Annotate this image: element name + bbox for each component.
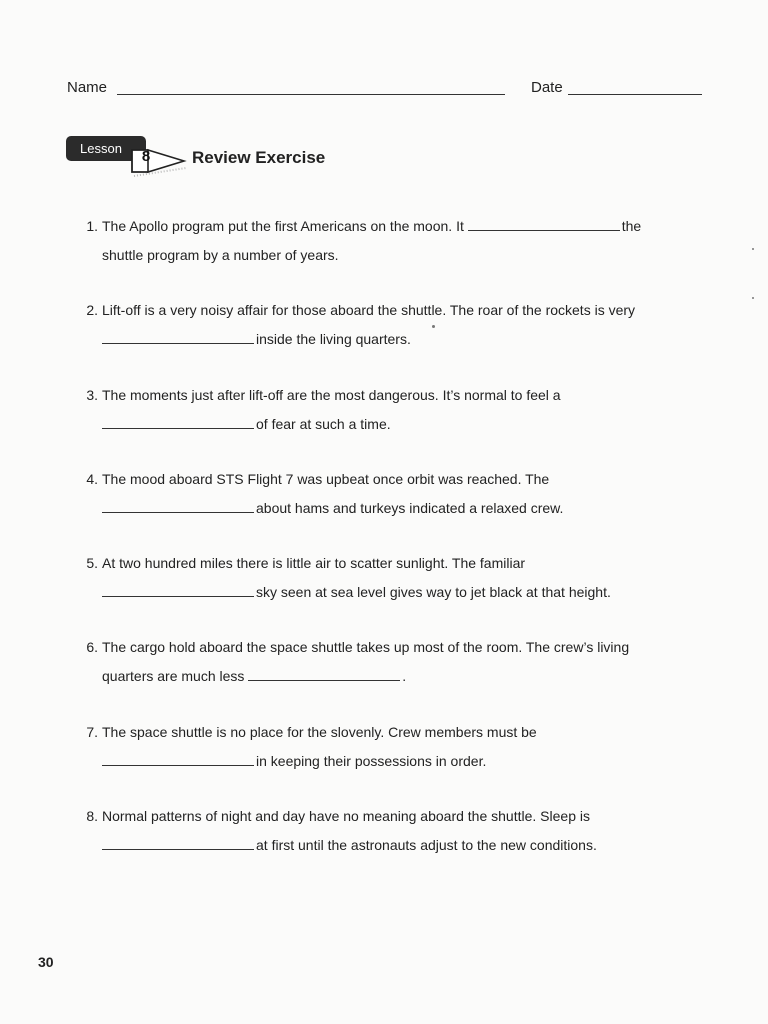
lesson-badge: Lesson	[66, 136, 146, 161]
question-number: 2.	[86, 302, 98, 318]
name-field-line[interactable]	[117, 94, 505, 95]
question-number: 3.	[86, 387, 98, 403]
question-line-2	[102, 494, 563, 523]
question-line-1	[102, 549, 525, 578]
question-line-1	[102, 633, 629, 662]
scan-speck	[432, 325, 435, 328]
question-line-2	[102, 578, 611, 607]
question-line-2	[102, 325, 411, 354]
lesson-arrow-icon	[128, 138, 188, 186]
question-text: inside the living quarters.	[256, 331, 411, 347]
question-line-1	[102, 718, 537, 747]
question-line-1	[102, 296, 635, 325]
scan-speck	[752, 248, 754, 250]
question-line-2	[102, 747, 486, 776]
question-text: shuttle program by a number of years.	[102, 247, 339, 263]
name-label: Name	[67, 79, 108, 96]
question-text: in keeping their possessions in order.	[256, 753, 487, 769]
question-text: at first until the astronauts adjust to the new conditions.	[256, 837, 597, 853]
question-line-2	[102, 410, 391, 439]
question-number: 4.	[86, 471, 98, 487]
question-number: 8.	[86, 808, 98, 824]
answer-blank[interactable]	[468, 229, 620, 231]
question-text: the	[621, 218, 642, 234]
answer-blank[interactable]	[248, 679, 400, 681]
question-text: about hams and turkeys indicated a relaxed crew.	[256, 500, 564, 516]
page-number: 30	[38, 954, 54, 970]
page-title: Review Exercise	[192, 148, 326, 167]
question-line-2	[102, 241, 339, 270]
question-text: of fear at such a time.	[256, 416, 391, 432]
question-text: The moments just after lift-off are the most dangerous. It’s normal to feel a	[102, 387, 561, 403]
question-text: The cargo hold aboard the space shuttle takes up most of the room. The crew’s living	[102, 639, 630, 655]
answer-blank[interactable]	[102, 595, 254, 597]
question-text: The mood aboard STS Flight 7 was upbeat once orbit was reached. The	[102, 471, 550, 487]
answer-blank[interactable]	[102, 427, 254, 429]
question-text: The Apollo program put the first Americans on the moon. It	[102, 218, 464, 234]
question-number: 1.	[86, 218, 98, 234]
question-line-2	[102, 662, 406, 691]
scan-speck	[752, 297, 754, 299]
answer-blank[interactable]	[102, 764, 254, 766]
answer-blank[interactable]	[102, 848, 254, 850]
question-line-1	[102, 465, 549, 494]
question-text: sky seen at sea level gives way to jet black at that height.	[256, 584, 611, 600]
question-number: 7.	[86, 724, 98, 740]
answer-blank[interactable]	[102, 342, 254, 344]
question-text: .	[402, 668, 407, 684]
date-label: Date	[531, 79, 563, 96]
answer-blank[interactable]	[102, 511, 254, 513]
question-line-1	[102, 212, 641, 241]
question-line-1	[102, 381, 561, 410]
lesson-number: 8	[141, 148, 151, 165]
question-line-1	[102, 802, 590, 831]
question-text: Lift-off is a very noisy affair for those aboard the shuttle. The roar of the rockets is very	[102, 302, 636, 318]
date-field-line[interactable]	[568, 94, 702, 95]
question-number: 6.	[86, 639, 98, 655]
question-number: 5.	[86, 555, 98, 571]
question-text: quarters are much less	[102, 668, 245, 684]
question-text: At two hundred miles there is little air to scatter sunlight. The familiar	[102, 555, 526, 571]
question-text: Normal patterns of night and day have no meaning aboard the shuttle. Sleep is	[102, 808, 590, 824]
question-line-2	[102, 831, 597, 860]
question-text: The space shuttle is no place for the slovenly. Crew members must be	[102, 724, 537, 740]
